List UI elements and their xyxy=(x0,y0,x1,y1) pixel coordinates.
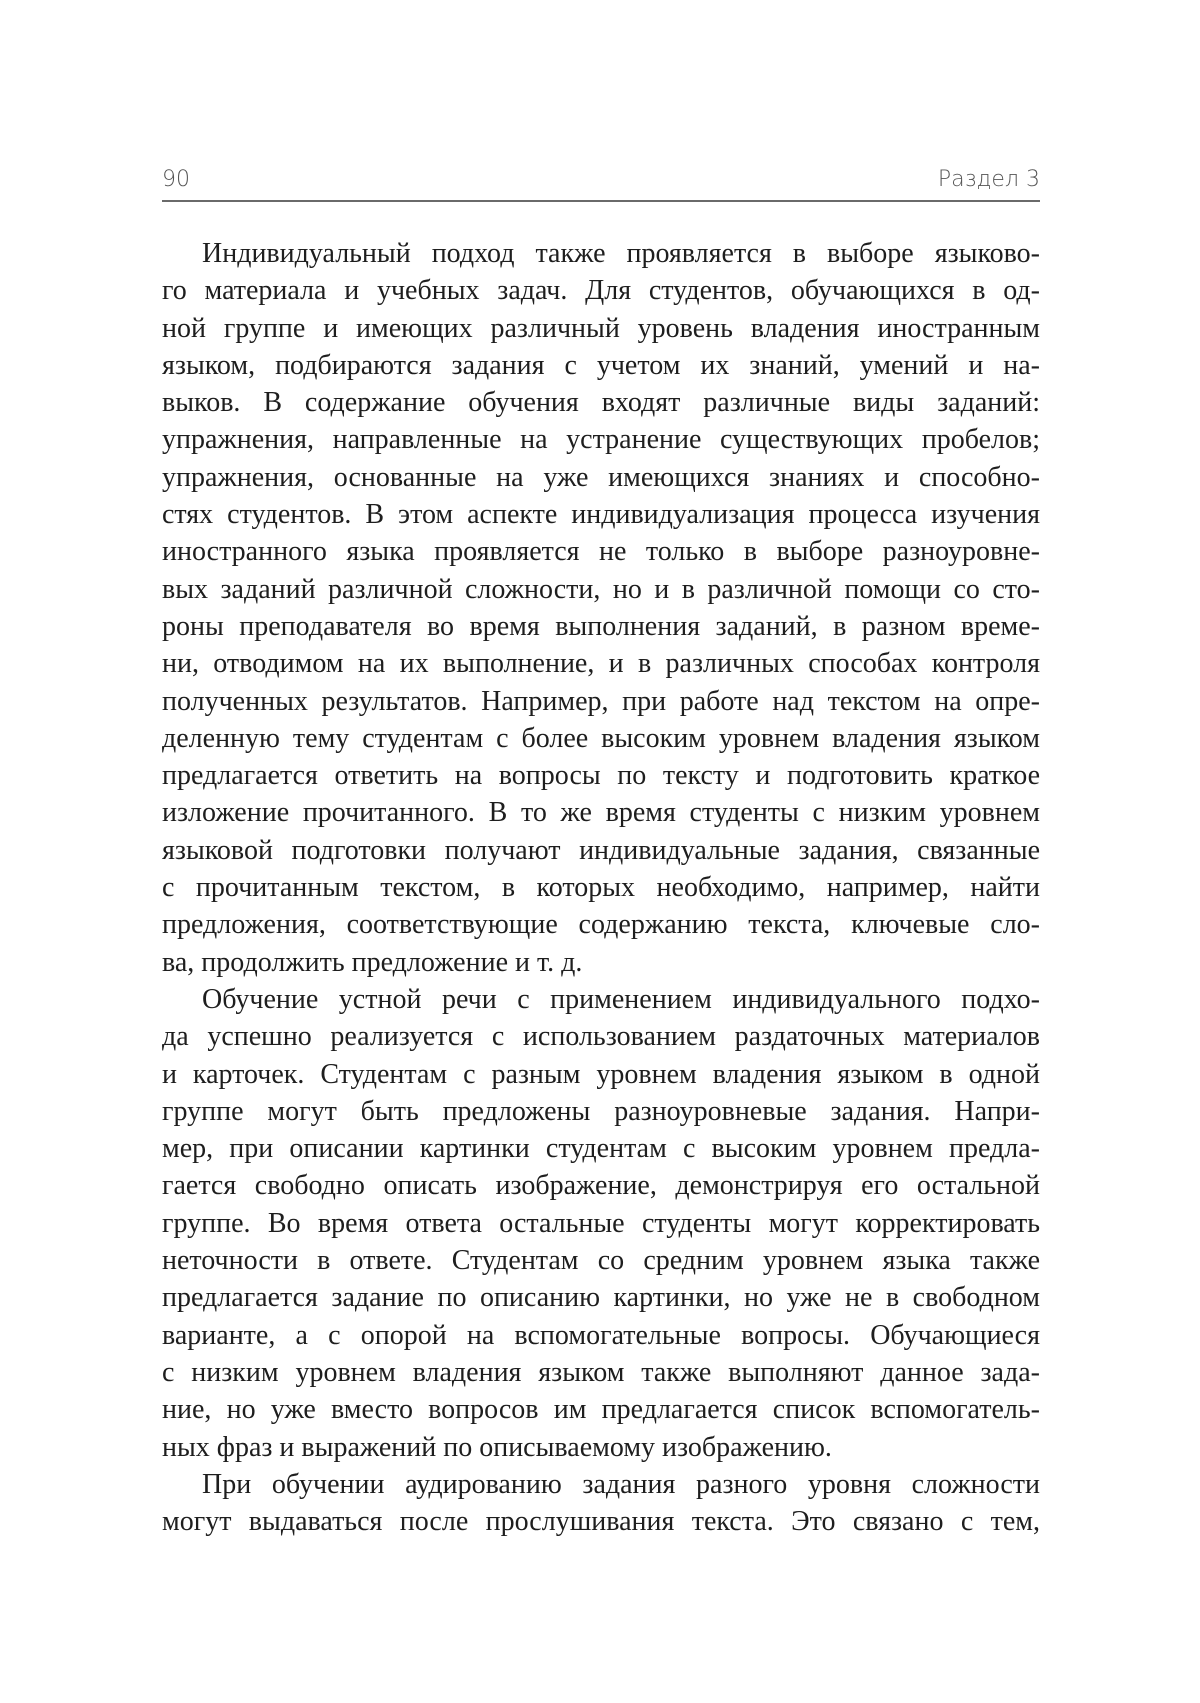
text-line: Обучение устной речи с применением индивидуального подхо- xyxy=(162,981,1040,1018)
text-line: гается свободно описать изображение, демонстрируя его остальной xyxy=(162,1167,1040,1204)
text-line: с прочитанным текстом, в которых необходимо, например, найти xyxy=(162,869,1040,906)
text-line: упражнения, основанные на уже имеющихся знаниях и способно- xyxy=(162,459,1040,496)
text-line: ни, отводимом на их выполнение, и в различных способах контроля xyxy=(162,645,1040,682)
text-line: Индивидуальный подход также проявляется в выборе языково- xyxy=(162,235,1040,272)
text-line: предлагается ответить на вопросы по тексту и подготовить краткое xyxy=(162,757,1040,794)
text-line: неточности в ответе. Студентам со средним уровнем языка также xyxy=(162,1242,1040,1279)
book-page xyxy=(0,0,1200,1703)
text-line: группе. Во время ответа остальные студенты могут корректировать xyxy=(162,1205,1040,1242)
text-line: вых заданий различной сложности, но и в различной помощи со сто- xyxy=(162,571,1040,608)
text-line: иностранного языка проявляется не только в выборе разноуровне- xyxy=(162,533,1040,570)
text-line: При обучении аудированию задания разного уровня сложности xyxy=(162,1466,1040,1503)
text-line: упражнения, направленные на устранение существующих пробелов; xyxy=(162,421,1040,458)
text-line: и карточек. Студентам с разным уровнем владения языком в одной xyxy=(162,1056,1040,1093)
text-line: ва, продолжить предложение и т. д. xyxy=(162,944,1040,981)
text-line: роны преподавателя во время выполнения заданий, в разном време- xyxy=(162,608,1040,645)
text-line: да успешно реализуется с использованием раздаточных материалов xyxy=(162,1018,1040,1055)
section-title: Раздел 3 xyxy=(938,166,1040,194)
text-line: изложение прочитанного. В то же время студенты с низким уровнем xyxy=(162,794,1040,831)
page-number: 90 xyxy=(162,166,190,194)
text-line: предложения, соответствующие содержанию текста, ключевые сло- xyxy=(162,906,1040,943)
running-header xyxy=(162,166,1040,202)
text-line: деленную тему студентам с более высоким уровнем владения языком xyxy=(162,720,1040,757)
text-line: го материала и учебных задач. Для студентов, обучающихся в од- xyxy=(162,272,1040,309)
text-line: полученных результатов. Например, при работе над текстом на опре- xyxy=(162,683,1040,720)
text-line: ной группе и имеющих различный уровень владения иностранным xyxy=(162,310,1040,347)
text-line: языковой подготовки получают индивидуальные задания, связанные xyxy=(162,832,1040,869)
text-line: ных фраз и выражений по описываемому изображению. xyxy=(162,1429,1040,1466)
text-line: выков. В содержание обучения входят различные виды заданий: xyxy=(162,384,1040,421)
body-text xyxy=(162,235,1040,1540)
paragraph xyxy=(162,1466,1040,1541)
paragraph xyxy=(162,235,1040,981)
text-line: ние, но уже вместо вопросов им предлагается список вспомогатель- xyxy=(162,1391,1040,1428)
text-line: предлагается задание по описанию картинки, но уже не в свободном xyxy=(162,1279,1040,1316)
text-line: с низким уровнем владения языком также выполняют данное зада- xyxy=(162,1354,1040,1391)
paragraph xyxy=(162,981,1040,1466)
text-line: могут выдаваться после прослушивания текста. Это связано с тем, xyxy=(162,1503,1040,1540)
text-line: группе могут быть предложены разноуровневые задания. Напри- xyxy=(162,1093,1040,1130)
text-line: стях студентов. В этом аспекте индивидуализация процесса изучения xyxy=(162,496,1040,533)
text-line: варианте, а с опорой на вспомогательные вопросы. Обучающиеся xyxy=(162,1317,1040,1354)
text-line: мер, при описании картинки студентам с высоким уровнем предла- xyxy=(162,1130,1040,1167)
text-line: языком, подбираются задания с учетом их знаний, умений и на- xyxy=(162,347,1040,384)
